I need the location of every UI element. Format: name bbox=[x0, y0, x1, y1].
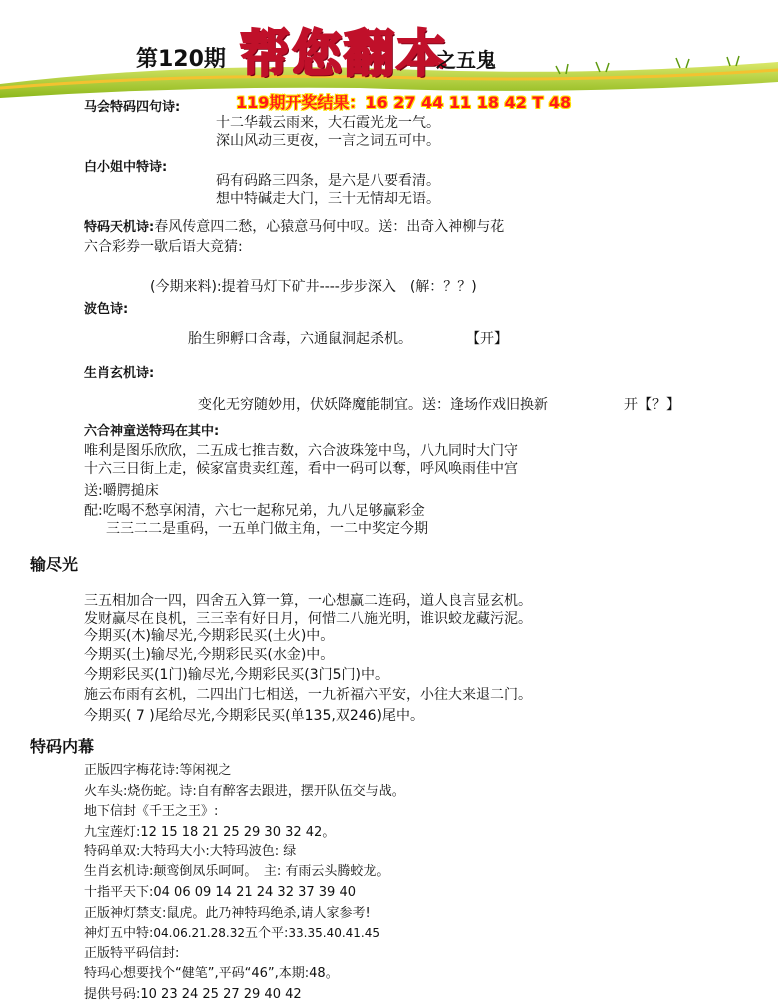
section-label: 马会特码四句诗: bbox=[84, 100, 181, 115]
tip-line: 今期买( 7 )尾给尽光,今期彩民买(单135,双246)尾中。 bbox=[84, 708, 424, 724]
tip-line: 地下信封《千王之王》: bbox=[84, 804, 219, 819]
tip-label: 特玛心想要找个“健笔”,平码“46”,本期: bbox=[84, 966, 310, 981]
poem-line: 送:嚼腭搥床 bbox=[84, 483, 159, 499]
tip-label: 。 bbox=[325, 966, 339, 981]
poem-line: 发财赢尽在良机，三三幸有好日月，何惜二八施光明，谁识蛟龙藏污泥。 bbox=[84, 611, 532, 627]
tip-label: 神灯五中特: bbox=[84, 926, 154, 941]
tip-line bbox=[84, 962, 339, 981]
poem-line: 施云布雨有玄机，二四出门七相送，一九祈福六平安，小往大来退二门。 bbox=[84, 687, 532, 703]
section-line bbox=[84, 216, 504, 236]
tip-line: 火车头:烧伤蛇。诗:自有醉客去跟进，摆开队伍交与战。 bbox=[84, 784, 405, 799]
tip-numbers: 33.35.40.41.45 bbox=[288, 926, 380, 940]
poem-line: 深山风动三更夜，一言之词五可中。 bbox=[216, 133, 440, 149]
tip-line: 今期买(木)输尽光,今期彩民买(土火)中。 bbox=[84, 628, 335, 644]
poem-line: 想中特碱走大门，三十无情却无语。 bbox=[216, 191, 440, 207]
tip-line: 正版特平码信封: bbox=[84, 946, 180, 961]
poem-line: 十二华载云雨来，大石霞光龙一气。 bbox=[216, 115, 440, 131]
tip-line: 正版神灯禁支:鼠虎。此乃神特玛绝杀,请人家参考! bbox=[84, 906, 371, 921]
poem-line: 码有码路三四条，是六是八要看清。 bbox=[216, 173, 440, 189]
title-suffix: 之五鬼 bbox=[436, 48, 496, 72]
section-line: 六合彩券一歇后语大竞猜: bbox=[84, 239, 243, 255]
riddle-line: (今期来料):提着马灯下矿井----步步深入 (解：？？) bbox=[150, 279, 477, 295]
section-heading: 特码内幕 bbox=[30, 737, 95, 756]
tip-numbers: 48 bbox=[309, 966, 326, 981]
poem-line: 胎生卵孵口含毒，六通鼠洞起杀机。 bbox=[188, 331, 412, 347]
poem-line: 三三二二是重码，一五单门做主角，一二中奖定今期 bbox=[106, 521, 428, 537]
poem-line: 变化无穷随妙用，伏妖降魔能制宜。送：逢场作戏旧换新 bbox=[198, 397, 548, 413]
tip-line: 正版四字梅花诗:等闲视之 bbox=[84, 763, 232, 778]
tip-line: 特码单双:大特玛大小:大特玛波色: 绿 bbox=[84, 844, 297, 859]
poem-line: 唯利是图乐欣欣，二五成七推吉数，六合波珠笼中鸟，八九同时大门守 bbox=[84, 443, 518, 459]
section-heading: 输尽光 bbox=[30, 555, 79, 574]
poem-tag: 【开】 bbox=[466, 331, 508, 347]
section-label: 生肖玄机诗: bbox=[84, 366, 155, 381]
tip-line bbox=[84, 922, 380, 941]
poem-tag: 开【？】 bbox=[624, 397, 680, 413]
tip-line: 十指平天下:04 06 09 14 21 24 32 37 39 40 bbox=[84, 885, 356, 900]
section-label: 白小姐中特诗: bbox=[84, 160, 168, 175]
tip-label: 五个平: bbox=[245, 926, 289, 941]
section-label: 波色诗: bbox=[84, 302, 129, 317]
tip-line: 今期买(土)输尽光,今期彩民买(水金)中。 bbox=[84, 647, 335, 663]
tip-numbers: 04.06.21.28.32 bbox=[153, 926, 245, 940]
poem-line: 三五相加合一四，四舍五入算一算，一心想赢二连码，道人良言显玄机。 bbox=[84, 593, 532, 609]
page-title: 帮您翻本 bbox=[240, 24, 448, 83]
poem-line: 春风传意四二愁，心猿意马何中叹。送：出奇入神柳与花 bbox=[154, 219, 505, 235]
tip-line: 九宝莲灯:12 15 18 21 25 29 30 32 42。 bbox=[84, 825, 336, 840]
tip-line: 生肖玄机诗:颠鸾倒凤乐呵呵。 主: 有雨云头腾蛟龙。 bbox=[84, 864, 390, 879]
section-label: 六合神童送特玛在其中: bbox=[84, 424, 220, 439]
draw-result: 119期开奖结果：16 27 44 11 18 42 T 48 bbox=[236, 93, 572, 112]
issue-number: 第120期 bbox=[136, 47, 226, 72]
poem-line: 配:吃喝不愁享闲清，六七一起称兄弟，九八足够赢彩金 bbox=[84, 503, 425, 519]
header-banner bbox=[0, 0, 778, 100]
section-label: 特码天机诗: bbox=[84, 220, 155, 235]
poem-line: 十六三日街上走，候家富贵卖红莲，看中一码可以奪，呼风唤雨佳中宫 bbox=[84, 461, 518, 477]
tip-line: 提供号码:10 23 24 25 27 29 40 42 bbox=[84, 987, 302, 1002]
tip-line: 今期彩民买(1门)输尽光,今期彩民买(3门5门)中。 bbox=[84, 667, 390, 683]
